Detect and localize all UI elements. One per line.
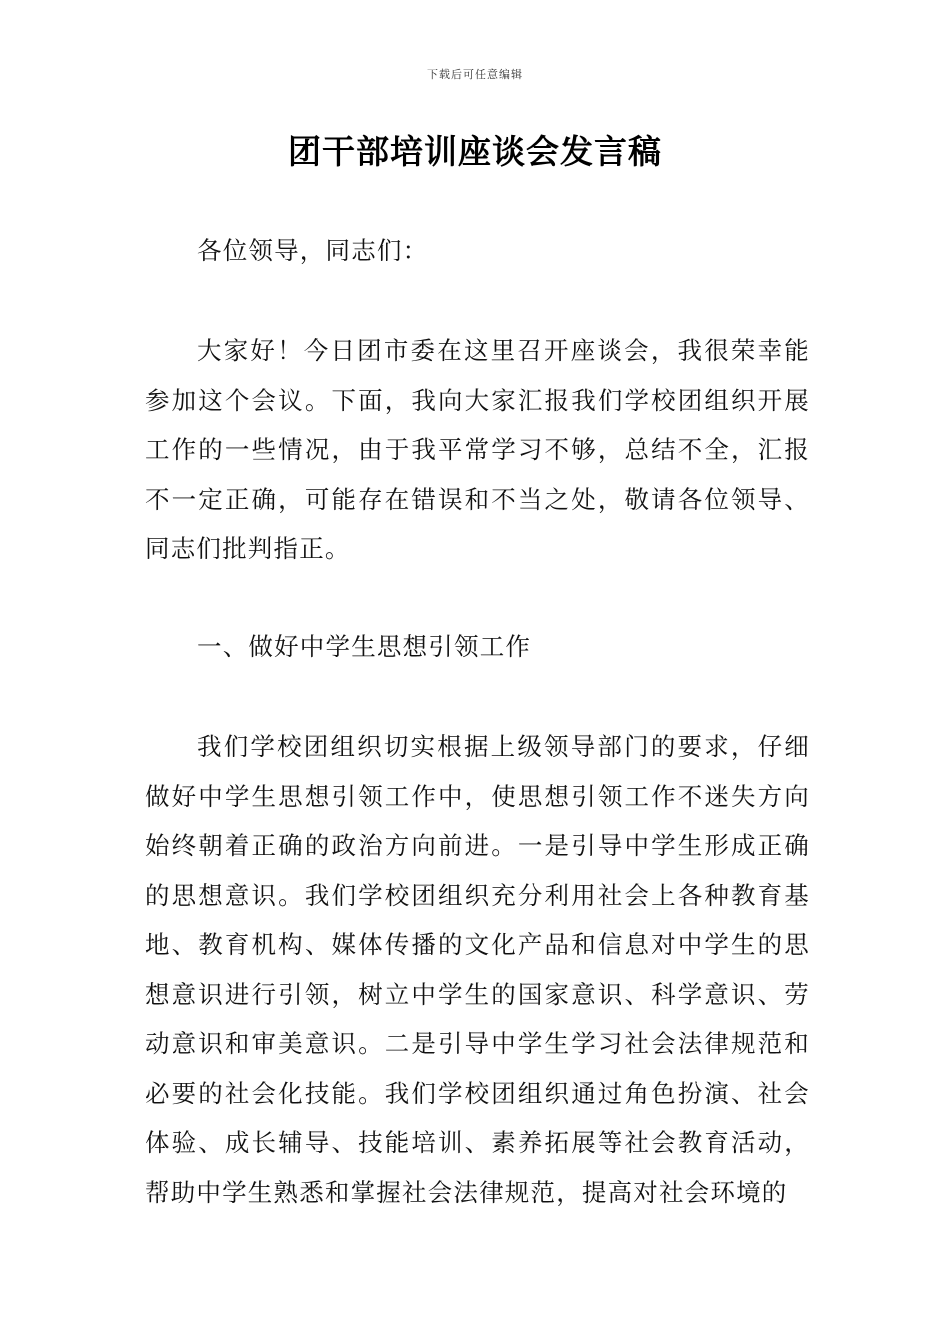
download-note: 下载后可任意编辑	[427, 68, 523, 81]
salutation-paragraph: 各位领导，同志们：	[197, 236, 429, 265]
section-heading: 一、做好中学生思想引领工作	[197, 632, 532, 661]
page-title: 团干部培训座谈会发言稿	[288, 132, 662, 171]
section-body-paragraph: 我们学校团组织切实根据上级领导部门的要求，仔细做好中学生思想引领工作中，使思想引领工作不迷失方向始终朝着正确的政治方向前进。一是引导中学生形成正确的思想意识。我们学校团组织充分利用社会上各种教育基地、教育机构、媒体传播的文化产品和信息对中学生的思想意识进行引领，树立中学生的国家意识、科学意识、劳动意识和审美意识。二是引导中学生学习社会法律规范和必要的社会化技能。我们学校团组织通过角色扮演、社会体验、成长辅导、技能培训、素养拓展等社会教育活动，帮助中学生熟悉和掌握社会法律规范，提高对社会环境的	[145, 732, 810, 1207]
intro-paragraph: 大家好！今日团市委在这里召开座谈会，我很荣幸能参加这个会议。下面，我向大家汇报我们学校团组织开展工作的一些情况，由于我平常学习不够，总结不全，汇报不一定正确，可能存在错误和不当之处，敬请各位领导、同志们批判指正。	[145, 336, 810, 563]
